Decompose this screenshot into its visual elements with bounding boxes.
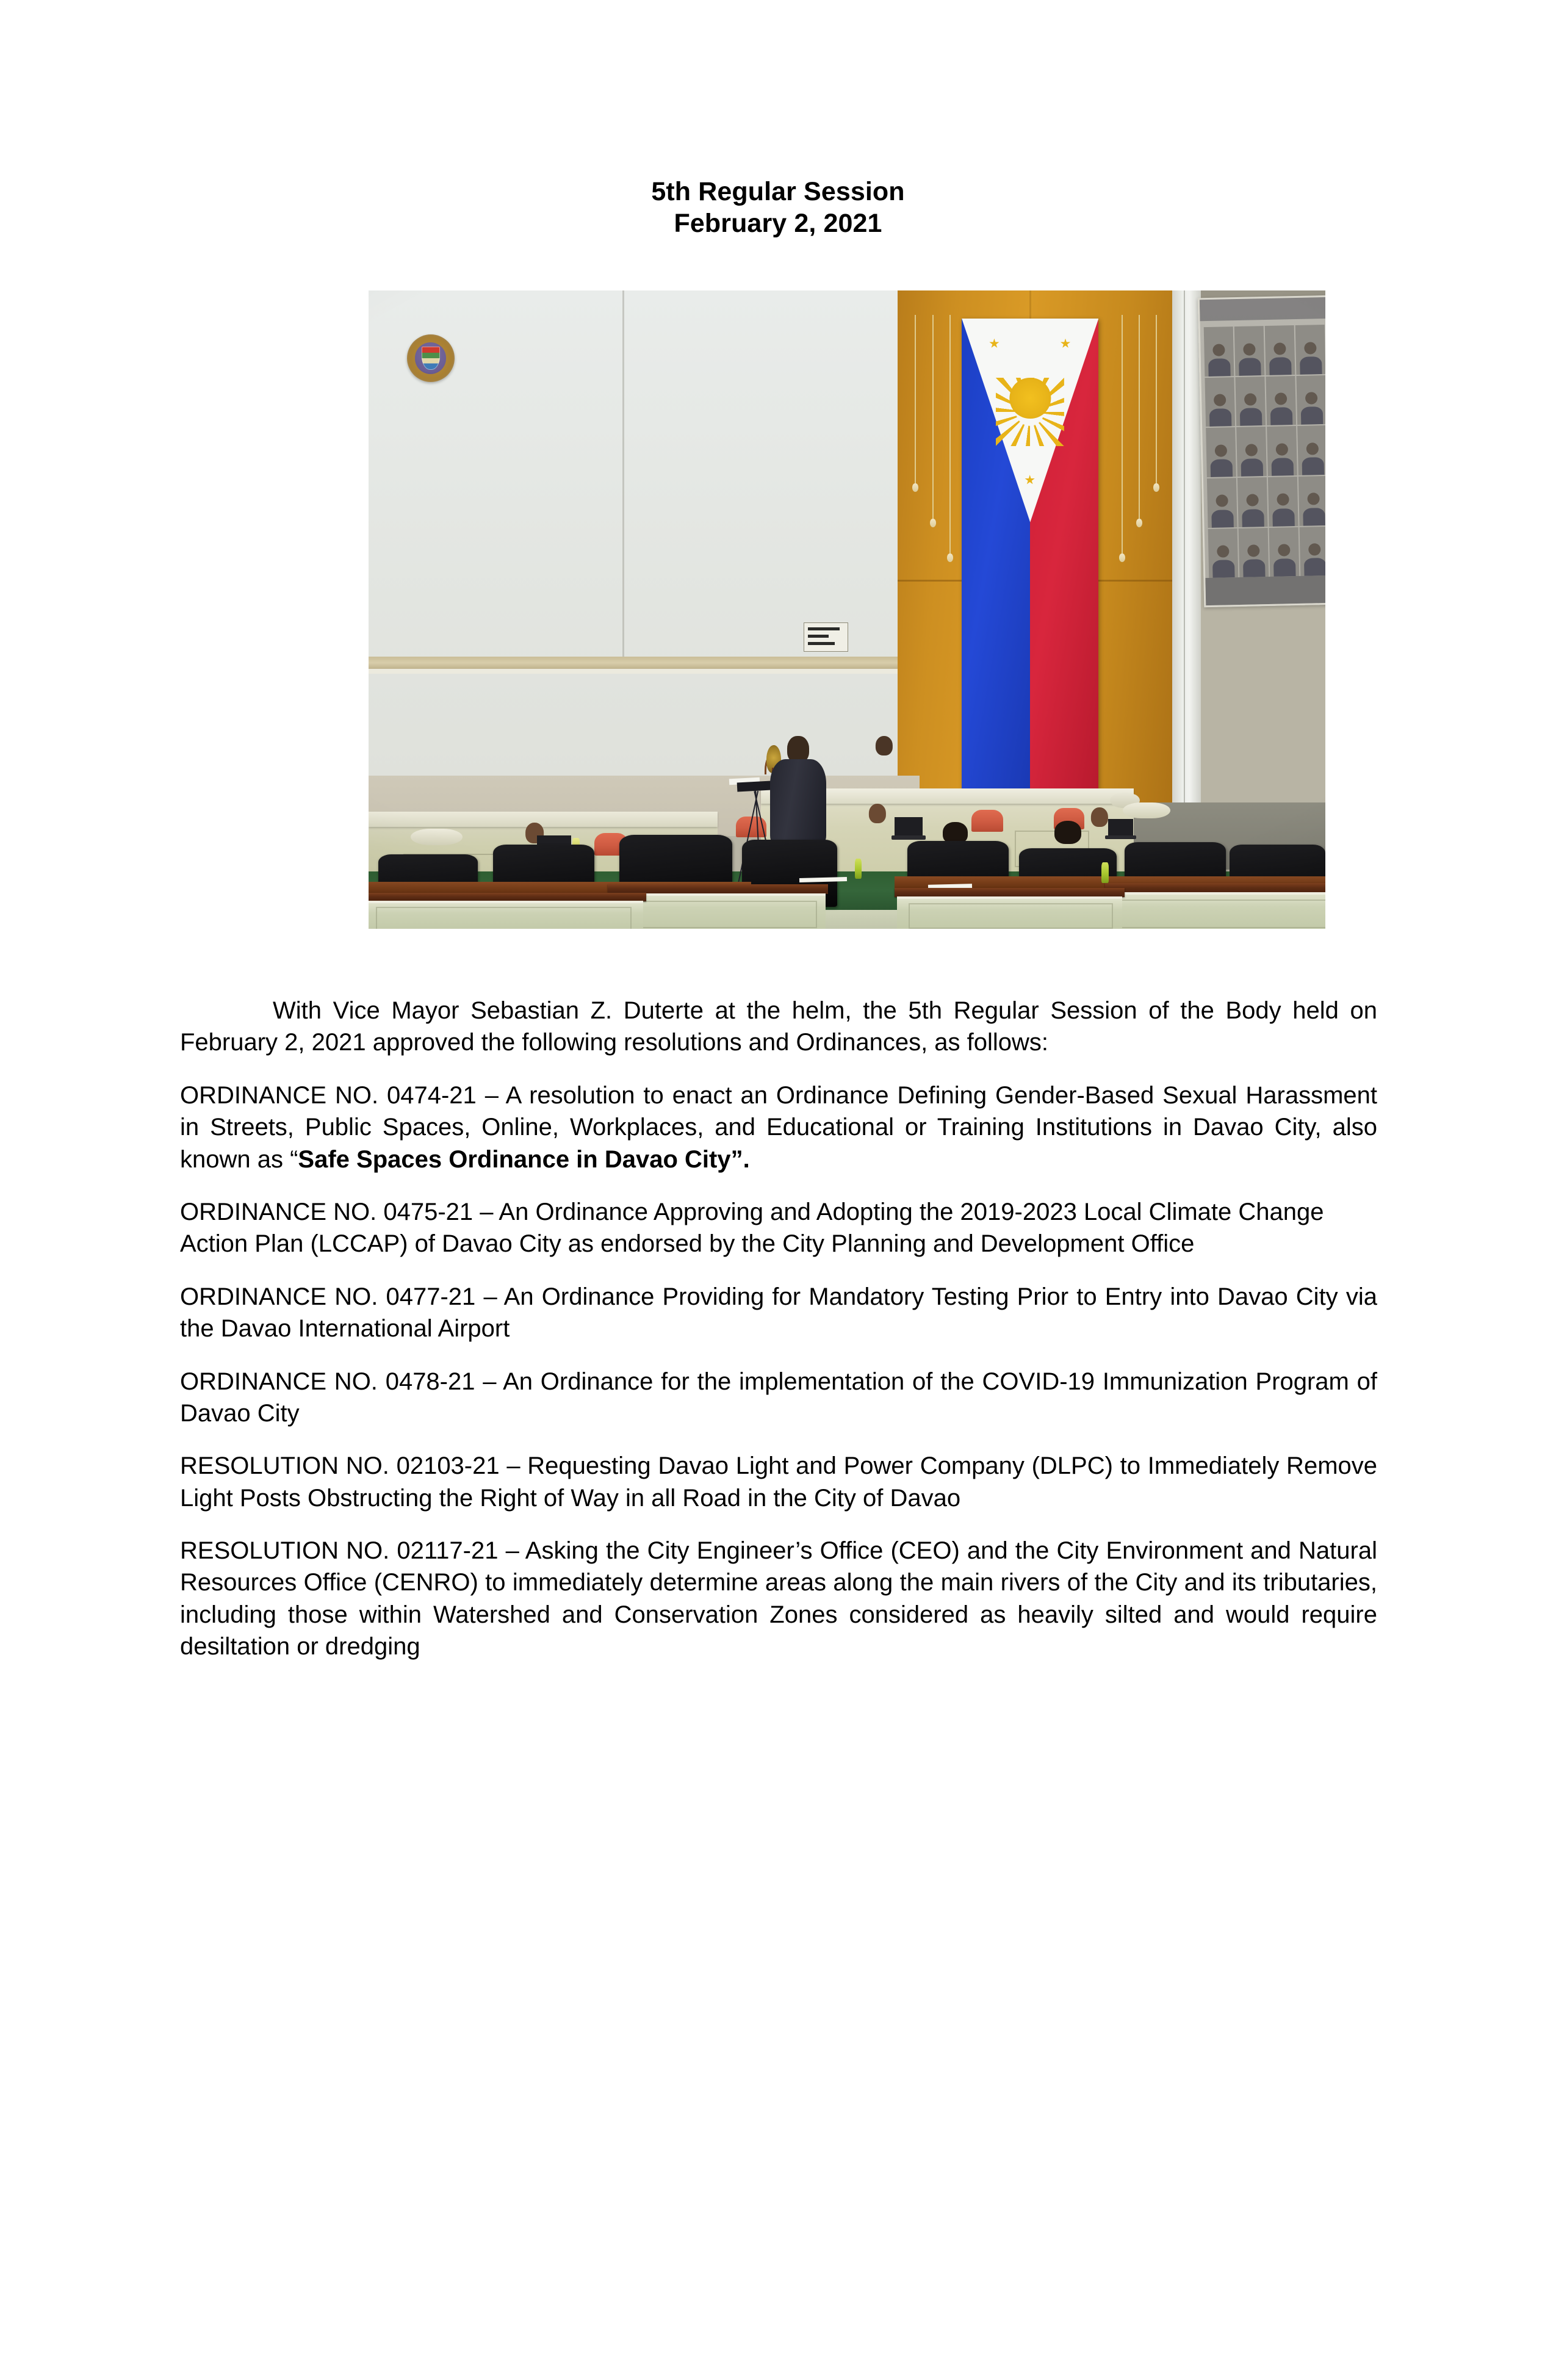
dais-chair — [971, 810, 1003, 832]
zoom-participant-tile — [1205, 377, 1236, 427]
participant-head-icon — [1304, 342, 1317, 355]
desk-front-panel — [1108, 892, 1325, 929]
wall-pilaster — [1172, 290, 1201, 802]
city-seal-icon — [407, 334, 455, 382]
wall-chair-rail — [369, 657, 920, 669]
desk-top — [1105, 883, 1325, 893]
participant-head-icon — [1247, 545, 1260, 558]
participant-head-icon — [1277, 494, 1290, 507]
zoom-participant-tile — [1298, 476, 1325, 526]
ordinance-0474-short-title: Safe Spaces Ordinance in Davao City”. — [298, 1145, 750, 1173]
zoom-participant-tile — [1265, 326, 1295, 376]
participant-body-icon — [1211, 460, 1233, 478]
session-hall-photograph — [369, 290, 1325, 929]
ordinance-0474-text: ORDINANCE NO. 0474-21 – A resolution to enact an Ordinance Defining Gender-Based Sexual Harassment in Streets, Public Spaces, Online, Workplaces, and Educational or Training Institutions in Davao City, also known as “ — [180, 1081, 1377, 1173]
zoom-participant-tile — [1267, 427, 1297, 477]
zoom-participant-tile — [1239, 528, 1269, 578]
participant-body-icon — [1239, 358, 1261, 376]
participant-body-icon — [1242, 509, 1264, 527]
zoom-participant-tile — [1268, 477, 1298, 527]
desk-front-panel — [369, 901, 643, 929]
participant-head-icon — [1217, 546, 1230, 558]
participant-head-icon — [1308, 493, 1320, 506]
participant-head-icon — [1214, 394, 1226, 407]
participant-head-icon — [1306, 442, 1319, 455]
participant-body-icon — [1212, 560, 1234, 579]
participant-head-icon — [1213, 344, 1226, 356]
participant-head-icon — [1216, 495, 1229, 508]
session-title: 5th Regular Session — [651, 177, 905, 206]
resolution-02117-21: RESOLUTION NO. 02117-21 – Asking the City Engineer’s Office (CEO) and the City Environment and Natural Resources Office (CENRO) to immediately determine areas along the main rivers of the City and its tributaries, including those within Watershed and Conservation Zones considered as heavily silted and would require desiltation or dredging — [180, 1537, 1377, 1661]
laptop — [1108, 819, 1133, 835]
member-desk — [1105, 883, 1325, 929]
pilaster-groove — [1184, 290, 1185, 802]
participant-body-icon — [1240, 408, 1262, 427]
rostrum-post-cap — [1123, 802, 1170, 818]
zoom-participant-tile — [1237, 477, 1268, 527]
zoom-participant-tile — [1204, 327, 1234, 377]
zoom-participant-tile — [1266, 376, 1297, 426]
participant-head-icon — [1275, 393, 1288, 406]
participant-body-icon — [1273, 559, 1295, 577]
tassel-cord — [932, 315, 934, 521]
person-head — [876, 736, 893, 755]
participant-head-icon — [1276, 443, 1289, 456]
participant-head-icon — [1245, 444, 1258, 457]
laptop — [895, 817, 922, 835]
resolution-02103-21: RESOLUTION NO. 02103-21 – Requesting Davao Light and Power Company (DLPC) to Immediately Remove Light Posts Obstructing the Right of Way in all Road in the City of Davao — [180, 1452, 1377, 1512]
ordinance-0475-21: ORDINANCE NO. 0475-21 – An Ordinance Approving and Adopting the 2019-2023 Local Climate Change Action Plan (LCCAP) of Davao City as endorsed by the City Planning and Development Office — [180, 1198, 1324, 1258]
rostrum-cap — [369, 812, 718, 827]
philippine-flag — [962, 319, 1098, 792]
participant-body-icon — [1269, 357, 1291, 375]
zoom-participant-tile — [1297, 375, 1325, 425]
person-head — [1091, 807, 1108, 827]
zoom-participant-tile — [1208, 528, 1239, 579]
zoom-participant-tile — [1297, 426, 1325, 476]
ordinance-0474-21 — [180, 1080, 1377, 1175]
ordinance-0477-21: ORDINANCE NO. 0477-21 – An Ordinance Providing for Mandatory Testing Prior to Entry into Davao City via the Davao International Airport — [180, 1283, 1377, 1343]
zoom-participant-tile — [1234, 326, 1265, 377]
participant-body-icon — [1241, 459, 1263, 477]
zoom-participant-tile — [1206, 428, 1237, 478]
rostrum-post-cap — [411, 829, 463, 845]
participant-body-icon — [1273, 508, 1295, 527]
participant-body-icon — [1301, 407, 1323, 425]
zoom-participant-tile — [1237, 427, 1267, 477]
tassel-cord — [1139, 315, 1140, 521]
tassel-cord — [915, 315, 916, 485]
zoom-toolbar — [1205, 575, 1325, 606]
presiding-officer-nameplate — [804, 622, 848, 652]
participant-body-icon — [1270, 408, 1292, 426]
nameplate-text-line — [808, 627, 840, 630]
participant-head-icon — [1215, 445, 1228, 458]
nameplate-text-line — [808, 635, 829, 638]
participant-body-icon — [1209, 409, 1231, 427]
zoom-participant-grid — [1204, 325, 1325, 579]
water-bottle — [1101, 862, 1109, 882]
participant-body-icon — [1302, 457, 1324, 475]
participant-body-icon — [1304, 558, 1325, 577]
zoom-participant-tile — [1207, 478, 1237, 528]
suit-jacket — [770, 759, 826, 846]
projection-screen — [1198, 295, 1325, 608]
tassel-cord — [949, 315, 951, 556]
participant-body-icon — [1208, 358, 1230, 377]
intro-paragraph: With Vice Mayor Sebastian Z. Duterte at the helm, the 5th Regular Session of the Body held on February 2, 2021 approved the following resolutions and Ordinances, as follows: — [180, 997, 1377, 1056]
wall-seam — [622, 290, 624, 657]
nameplate-text-line — [808, 642, 834, 645]
water-bottle — [855, 859, 862, 879]
tassel-cord — [1156, 315, 1157, 485]
participant-body-icon — [1243, 560, 1265, 578]
participant-head-icon — [1244, 394, 1257, 406]
participant-head-icon — [1308, 544, 1321, 557]
participant-head-icon — [1274, 342, 1287, 355]
participant-head-icon — [1278, 544, 1291, 557]
participant-head-icon — [1305, 392, 1318, 405]
participant-body-icon — [1300, 356, 1322, 375]
zoom-participant-tile — [1269, 527, 1300, 577]
desk-front-panel — [897, 896, 1122, 929]
zoom-participant-tile — [1236, 377, 1266, 427]
page-title — [0, 176, 1556, 240]
zoom-window-titlebar — [1200, 297, 1325, 321]
participant-body-icon — [1212, 510, 1234, 528]
ordinance-0478-21: ORDINANCE NO. 0478-21 – An Ordinance for the implementation of the COVID-19 Immunization Program of Davao City — [180, 1368, 1377, 1427]
tassel-cord — [1122, 315, 1123, 556]
participant-body-icon — [1303, 508, 1325, 526]
wall-chair-rail-highlight — [369, 669, 920, 673]
document-body — [180, 995, 1377, 1684]
participant-body-icon — [1272, 458, 1294, 476]
zoom-participant-tile — [1295, 325, 1325, 375]
zoom-participant-tile — [1300, 527, 1325, 577]
member-desk — [369, 893, 646, 929]
participant-head-icon — [1247, 494, 1259, 507]
participant-head-icon — [1244, 343, 1256, 356]
flag-sun-icon — [1010, 378, 1051, 419]
member-desk — [895, 888, 1124, 929]
session-date: February 2, 2021 — [674, 209, 882, 239]
person-head — [869, 804, 886, 823]
seated-council-member — [1054, 821, 1081, 844]
